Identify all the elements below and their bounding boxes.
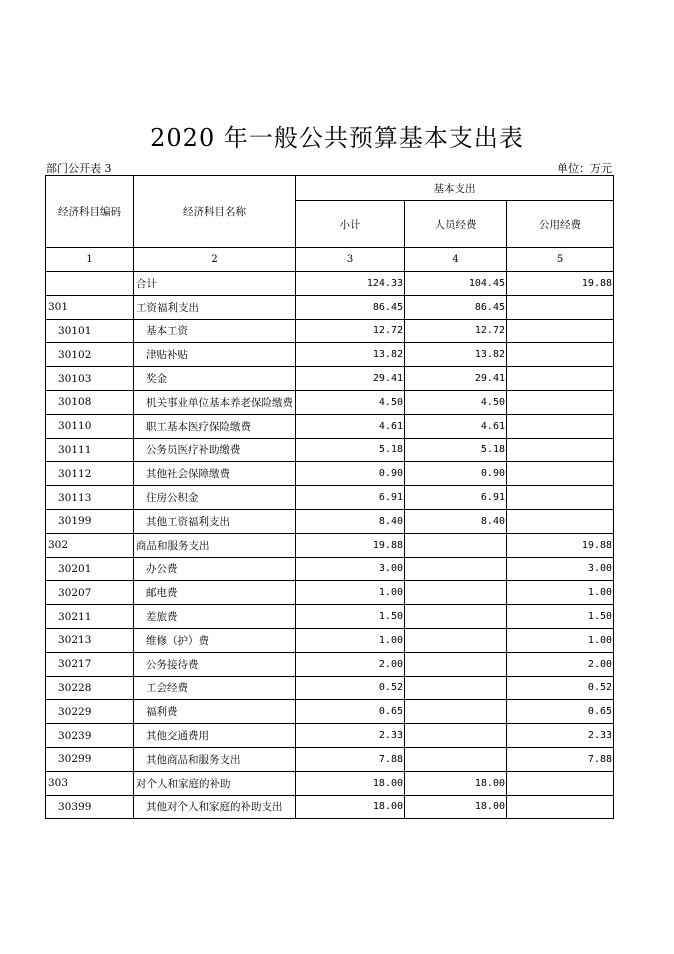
row-personnel: 4.61 [405,414,507,438]
column-number: 1 [46,248,134,272]
row-name: 商品和服务支出 [134,533,296,557]
row-code: 303 [46,771,134,795]
row-code: 30229 [46,700,134,724]
row-subtotal: 2.33 [296,724,405,748]
row-personnel [405,533,507,557]
page-title: 2020 年一般公共预算基本支出表 [150,124,524,152]
row-subtotal: 7.88 [296,747,405,771]
row-subtotal: 86.45 [296,295,405,319]
row-subtotal: 6.91 [296,486,405,510]
row-personnel: 6.91 [405,486,507,510]
header-code: 经济科目编码 [46,176,134,248]
row-subtotal: 13.82 [296,343,405,367]
budget-table [45,175,614,819]
row-personnel: 5.18 [405,438,507,462]
row-code: 30113 [46,486,134,510]
row-name: 维修（护）费 [134,628,296,652]
table-row [46,652,614,676]
row-public: 19.88 [507,533,614,557]
row-code: 301 [46,295,134,319]
column-number: 4 [405,248,507,272]
row-public: 19.88 [507,272,614,296]
row-code: 30201 [46,557,134,581]
column-number: 2 [134,248,296,272]
table-row [46,295,614,319]
row-name: 邮电费 [134,581,296,605]
row-public: 2.00 [507,652,614,676]
table-row [46,676,614,700]
row-subtotal: 1.00 [296,581,405,605]
row-subtotal: 124.33 [296,272,405,296]
row-name: 差旅费 [134,605,296,629]
row-name: 机关事业单位基本养老保险缴费 [134,390,296,414]
row-public [507,771,614,795]
header-name: 经济科目名称 [134,176,296,248]
row-code: 30102 [46,343,134,367]
column-number: 5 [507,248,614,272]
row-name: 办公费 [134,557,296,581]
table-row [46,557,614,581]
row-code: 30239 [46,724,134,748]
row-personnel [405,628,507,652]
table-row [46,390,614,414]
row-personnel: 104.45 [405,272,507,296]
row-public [507,462,614,486]
row-public [507,486,614,510]
unit-label: 单位：万元 [557,162,612,175]
row-name: 对个人和家庭的补助 [134,771,296,795]
table-row [46,724,614,748]
row-subtotal: 18.00 [296,795,405,819]
row-code: 30217 [46,652,134,676]
table-row [46,700,614,724]
table-row [46,486,614,510]
row-code: 30299 [46,747,134,771]
row-personnel: 18.00 [405,771,507,795]
row-public [507,343,614,367]
row-personnel [405,700,507,724]
row-name: 公务接待费 [134,652,296,676]
row-public: 2.33 [507,724,614,748]
row-code: 30199 [46,509,134,533]
row-personnel [405,747,507,771]
table-row [46,462,614,486]
row-subtotal: 2.00 [296,652,405,676]
budget-rows [46,272,614,819]
row-name: 津贴补贴 [134,343,296,367]
row-code: 30207 [46,581,134,605]
table-row [46,343,614,367]
table-row [46,628,614,652]
row-subtotal: 0.52 [296,676,405,700]
table-row [46,747,614,771]
row-name: 其他对个人和家庭的补助支出 [134,795,296,819]
row-code: 30213 [46,628,134,652]
table-row [46,438,614,462]
row-subtotal: 0.90 [296,462,405,486]
row-code: 30211 [46,605,134,629]
header-subtotal: 小计 [296,201,405,248]
row-subtotal: 8.40 [296,509,405,533]
row-public [507,367,614,391]
table-row [46,605,614,629]
row-code [46,272,134,296]
row-code: 30110 [46,414,134,438]
row-subtotal: 4.61 [296,414,405,438]
row-public [507,438,614,462]
row-code: 30228 [46,676,134,700]
row-personnel: 18.00 [405,795,507,819]
row-code: 30103 [46,367,134,391]
row-subtotal: 0.65 [296,700,405,724]
row-name: 合计 [134,272,296,296]
row-name: 工会经费 [134,676,296,700]
row-personnel [405,557,507,581]
row-subtotal: 18.00 [296,771,405,795]
row-code: 302 [46,533,134,557]
row-name: 职工基本医疗保险缴费 [134,414,296,438]
header-group: 基本支出 [296,176,614,201]
row-public [507,795,614,819]
row-name: 基本工资 [134,319,296,343]
row-public [507,319,614,343]
row-personnel [405,724,507,748]
row-personnel: 8.40 [405,509,507,533]
row-name: 奖金 [134,367,296,391]
row-name: 其他工资福利支出 [134,509,296,533]
row-personnel: 29.41 [405,367,507,391]
row-subtotal: 1.50 [296,605,405,629]
row-personnel: 0.90 [405,462,507,486]
row-name: 公务员医疗补助缴费 [134,438,296,462]
row-name: 其他商品和服务支出 [134,747,296,771]
table-row [46,581,614,605]
row-public: 7.88 [507,747,614,771]
table-row [46,414,614,438]
column-number: 3 [296,248,405,272]
row-name: 福利费 [134,700,296,724]
table-row [46,272,614,296]
row-subtotal: 1.00 [296,628,405,652]
row-code: 30101 [46,319,134,343]
row-public: 0.52 [507,676,614,700]
row-code: 30112 [46,462,134,486]
table-row [46,367,614,391]
row-code: 30111 [46,438,134,462]
row-personnel [405,652,507,676]
row-personnel: 12.72 [405,319,507,343]
row-subtotal: 19.88 [296,533,405,557]
row-code: 30399 [46,795,134,819]
row-public [507,295,614,319]
row-name: 其他社会保障缴费 [134,462,296,486]
row-name: 工资福利支出 [134,295,296,319]
row-public: 1.50 [507,605,614,629]
table-row [46,319,614,343]
header-public: 公用经费 [507,201,614,248]
table-row [46,509,614,533]
row-public [507,390,614,414]
row-personnel [405,605,507,629]
row-subtotal: 12.72 [296,319,405,343]
row-personnel [405,676,507,700]
row-public [507,509,614,533]
row-public [507,414,614,438]
header-personnel: 人员经费 [405,201,507,248]
row-personnel: 13.82 [405,343,507,367]
row-public: 1.00 [507,628,614,652]
row-name: 住房公积金 [134,486,296,510]
table-row [46,795,614,819]
row-subtotal: 4.50 [296,390,405,414]
row-code: 30108 [46,390,134,414]
row-personnel [405,581,507,605]
table-row [46,533,614,557]
row-personnel: 4.50 [405,390,507,414]
row-public: 0.65 [507,700,614,724]
row-public: 3.00 [507,557,614,581]
form-label: 部门公开表 3 [46,162,112,175]
row-personnel: 86.45 [405,295,507,319]
row-subtotal: 5.18 [296,438,405,462]
row-subtotal: 3.00 [296,557,405,581]
row-subtotal: 29.41 [296,367,405,391]
table-row [46,771,614,795]
row-name: 其他交通费用 [134,724,296,748]
row-public: 1.00 [507,581,614,605]
